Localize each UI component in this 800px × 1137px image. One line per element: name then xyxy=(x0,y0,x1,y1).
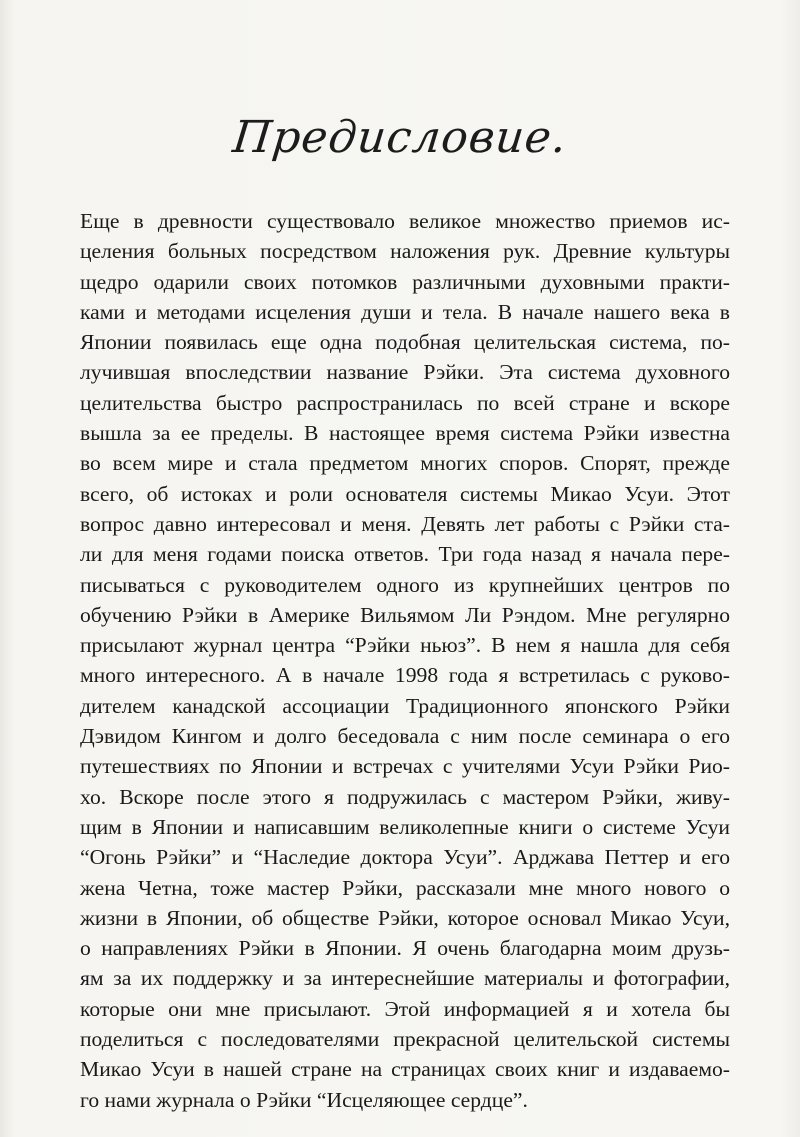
text-line: о направлениях Рэйки в Японии. Я очень благодарна моим друзь- xyxy=(80,936,730,961)
text-line: дителем канадской ассоциации Традиционного японского Рэйки xyxy=(80,693,730,718)
text-line: ли для меня годами поиска ответов. Три года назад я начала пере- xyxy=(80,542,730,567)
text-line: много интересного. А в начале 1998 года я встретилась с руково- xyxy=(80,663,730,688)
text-line: щедро одарили своих потомков различными духовными практи- xyxy=(80,269,730,294)
text-line: вышла за ее пределы. В настоящее время система Рэйки известна xyxy=(80,421,730,446)
text-line: целительства быстро распространилась по всей стране и вскоре xyxy=(80,390,730,415)
text-line: которые они мне присылают. Этой информацией я и хотела бы xyxy=(80,996,730,1021)
page-title: Предисловие. xyxy=(230,112,570,163)
text-line: писываться с руководителем одного из крупнейших центров по xyxy=(80,572,730,597)
text-line: ям за их поддержку и за интереснейшие материалы и фотографии, xyxy=(80,966,730,991)
text-line: целения больных посредством наложения рук. Древние культуры xyxy=(80,239,730,264)
text-line: Еще в древности существовало великое множество приемов ис- xyxy=(80,209,730,233)
text-line: поделиться с последователями прекрасной целительской системы xyxy=(80,1027,730,1052)
text-line: щим в Японии и написавшим великолепные книги о системе Усуи xyxy=(80,814,730,839)
text-line: Дэвидом Кингом и долго беседовала с ним после семинара о его xyxy=(80,724,730,749)
text-line: жизни в Японии, об обществе Рэйки, которое основал Микао Усуи, xyxy=(80,905,730,930)
text-line: жена Четна, тоже мастер Рэйки, рассказали мне много нового о xyxy=(80,875,730,900)
text-line: всего, об истоках и роли основателя системы Микао Усуи. Этот xyxy=(80,481,730,506)
text-line: во всем мире и стала предметом многих споров. Спорят, прежде xyxy=(80,451,730,476)
text-line: вопрос давно интересовал и меня. Девять лет работы с Рэйки ста- xyxy=(80,511,730,536)
text-line: обучению Рэйки в Америке Вильямом Ли Рэндом. Мне регулярно xyxy=(80,602,730,627)
text-line: “Огонь Рэйки” и “Наследие доктора Усуи”. Арджава Петтер и его xyxy=(80,845,730,870)
text-line: го нами журнала о Рэйки “Исцеляющее сердце”. xyxy=(80,1087,528,1112)
text-line: лучившая впоследствии название Рэйки. Эта система духовного xyxy=(80,360,730,385)
text-line: Микао Усуи в нашей стране на страницах своих книг и издаваемо- xyxy=(80,1057,730,1082)
preface-paragraph xyxy=(80,206,730,1115)
text-line: Японии появилась еще одна подобная целительская система, по- xyxy=(80,330,730,355)
text-line: путешествиях по Японии и встречах с учителями Усуи Рэйки Рио- xyxy=(80,754,730,779)
text-line: хо. Вскоре после этого я подружилась с мастером Рэйки, живу- xyxy=(80,784,730,809)
text-line: присылают журнал центра “Рэйки ньюз”. В нем я нашла для себя xyxy=(80,633,730,658)
text-line: ками и методами исцеления души и тела. В начале нашего века в xyxy=(80,299,730,324)
